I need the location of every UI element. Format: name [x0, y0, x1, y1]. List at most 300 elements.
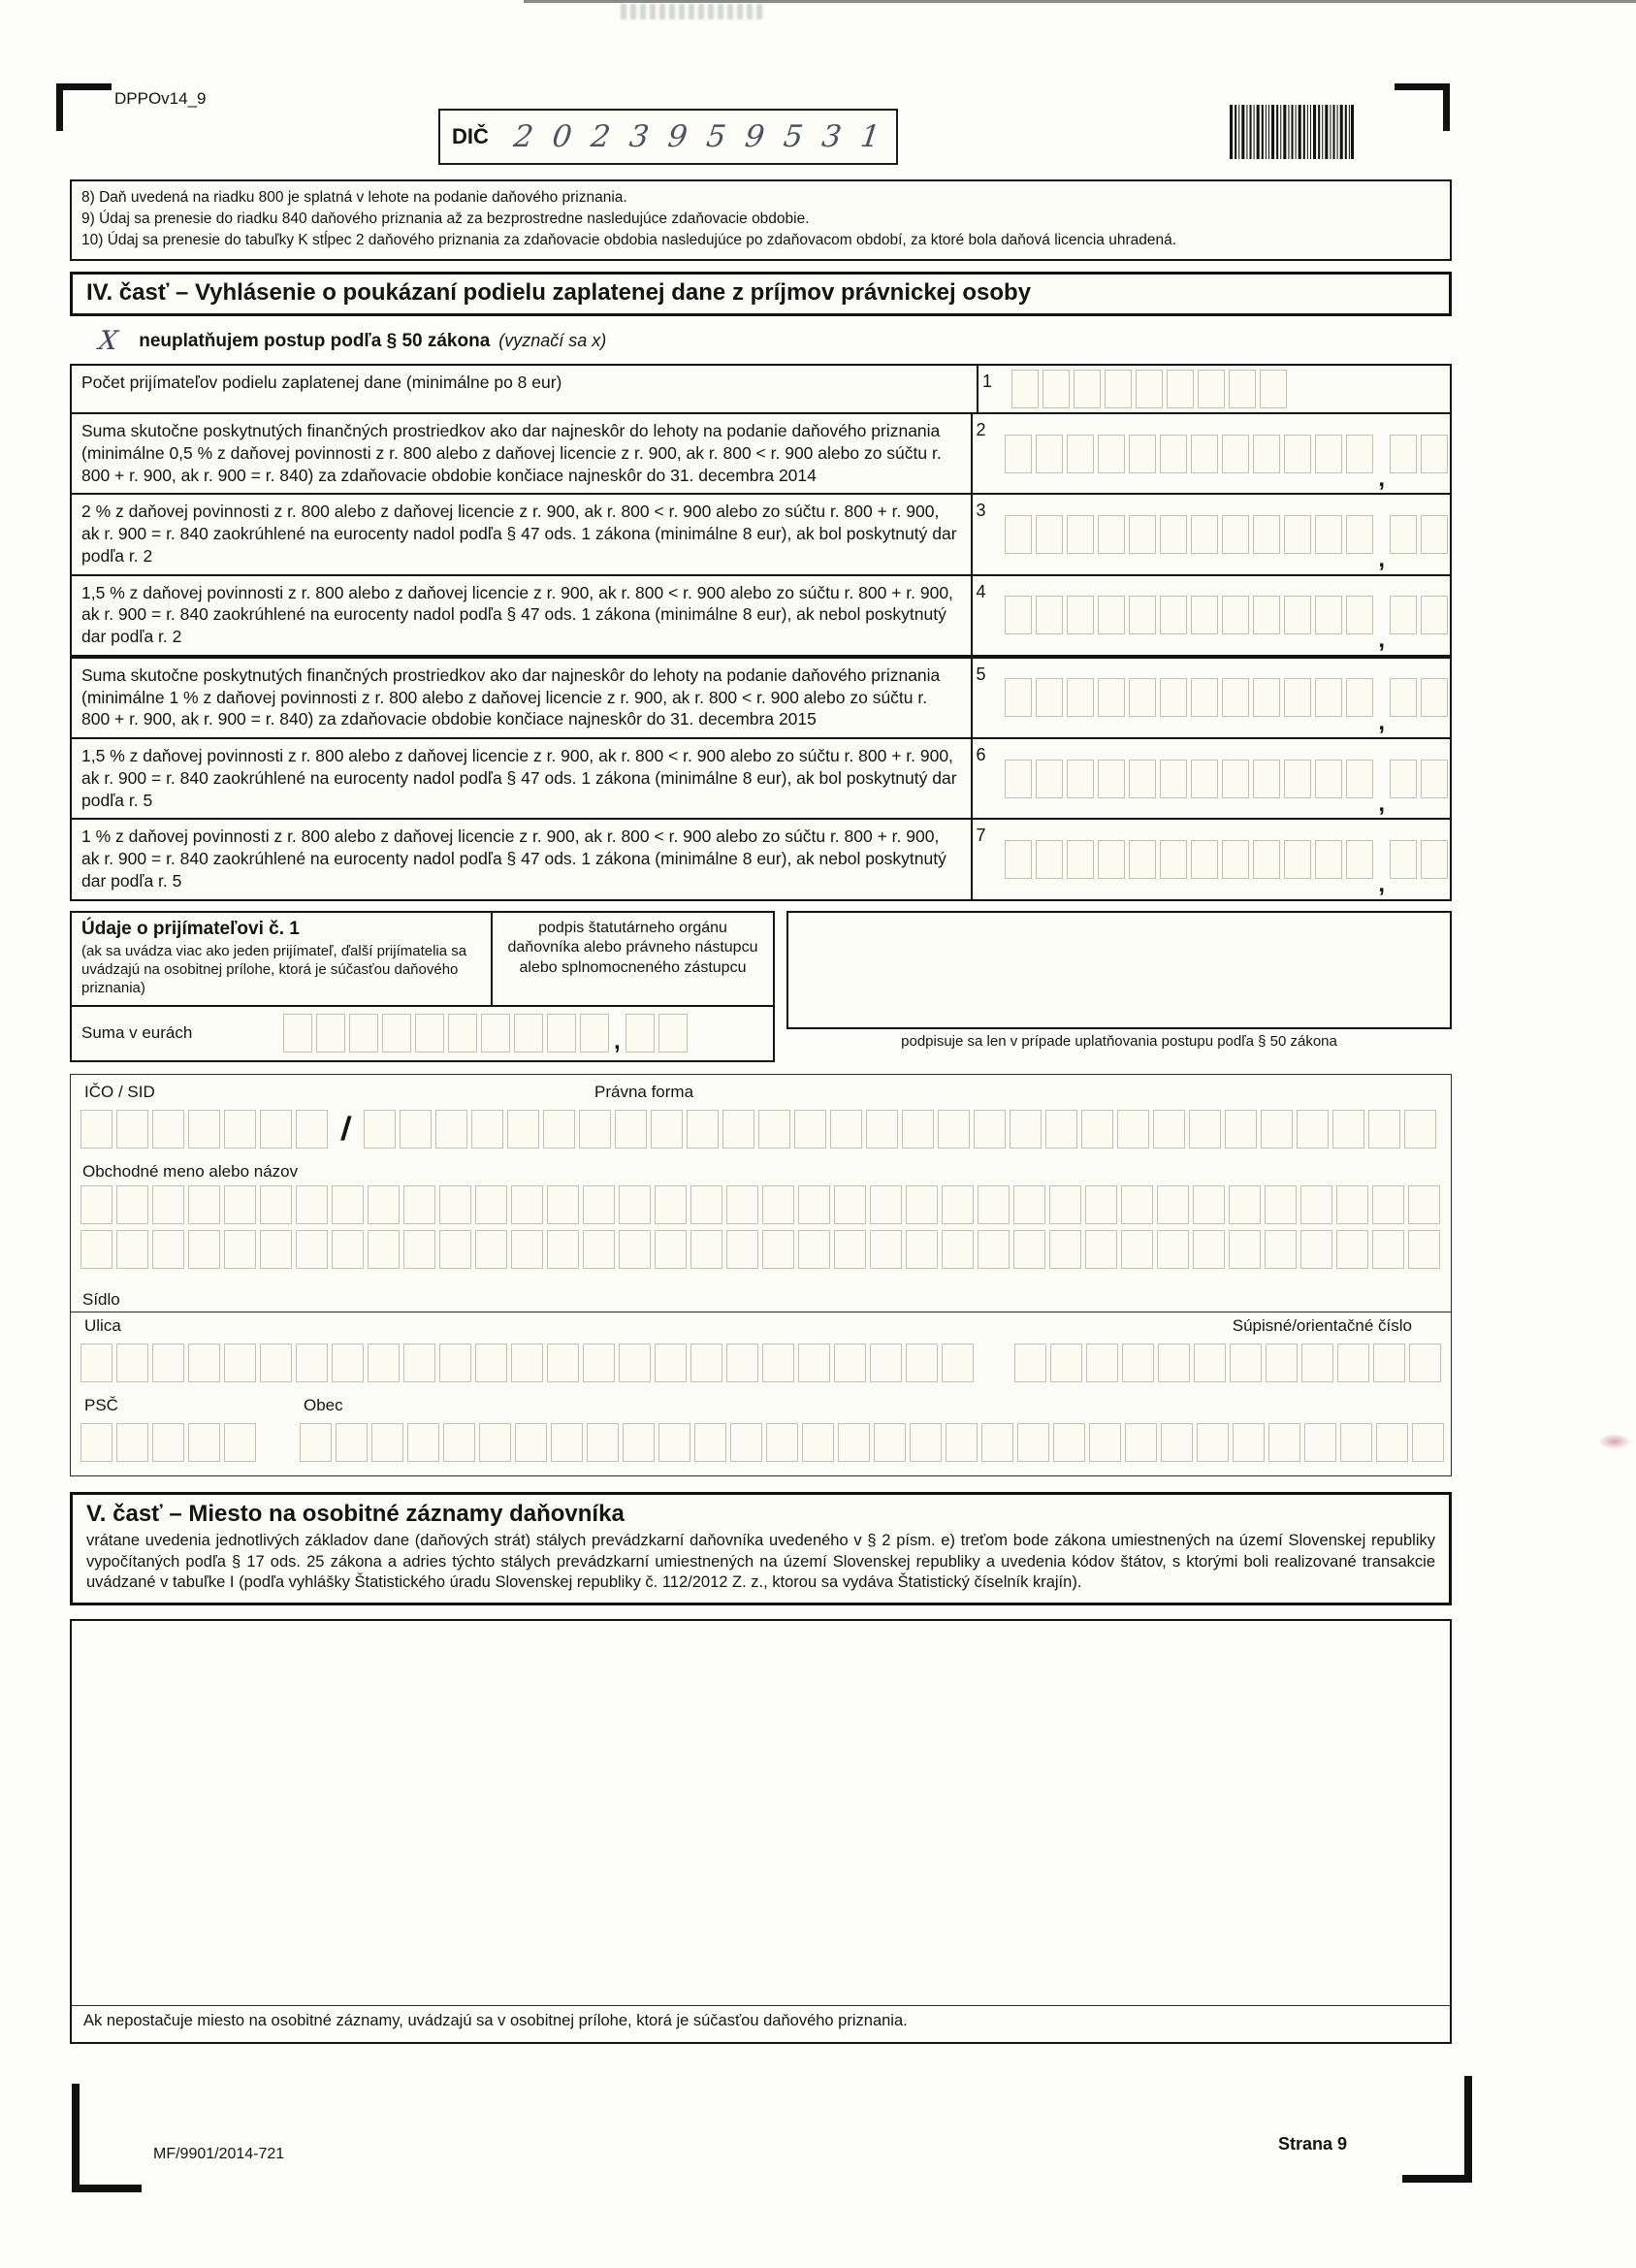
input-cell[interactable] — [475, 1185, 507, 1224]
input-cell[interactable] — [1086, 1344, 1118, 1382]
input-cell[interactable] — [802, 1423, 834, 1462]
input-cell[interactable] — [1036, 840, 1063, 879]
input-cell[interactable] — [1390, 515, 1417, 554]
input-cell[interactable] — [1191, 515, 1218, 554]
input-cell[interactable] — [511, 1230, 543, 1269]
input-cell[interactable] — [152, 1185, 184, 1224]
input-cell[interactable] — [188, 1344, 220, 1382]
input-cell[interactable] — [874, 1423, 906, 1462]
input-cell[interactable] — [1265, 1230, 1297, 1269]
input-cell[interactable] — [1129, 596, 1156, 634]
input-cell[interactable] — [1158, 1344, 1190, 1382]
input-cell[interactable] — [1010, 1110, 1042, 1149]
input-cell[interactable] — [547, 1014, 576, 1053]
input-cell[interactable] — [514, 1014, 543, 1053]
input-cell[interactable] — [407, 1423, 439, 1462]
input-cell[interactable] — [1045, 1110, 1077, 1149]
input-cell[interactable] — [1301, 1344, 1333, 1382]
input-cell[interactable] — [224, 1344, 256, 1382]
input-cell[interactable] — [296, 1110, 328, 1149]
input-cell[interactable] — [619, 1344, 651, 1382]
input-cell[interactable] — [1346, 840, 1373, 879]
input-cell[interactable] — [152, 1423, 184, 1462]
input-cell[interactable] — [116, 1230, 148, 1269]
row-amount-field[interactable] — [1003, 659, 1450, 737]
input-cell[interactable] — [1346, 435, 1373, 473]
input-cell[interactable] — [188, 1423, 220, 1462]
input-cell[interactable] — [870, 1230, 902, 1269]
input-cell[interactable] — [910, 1423, 942, 1462]
input-cell[interactable] — [1036, 678, 1063, 717]
input-cell[interactable] — [1085, 1230, 1117, 1269]
input-cell[interactable] — [1167, 370, 1194, 408]
input-cell[interactable] — [1390, 678, 1417, 717]
input-cell[interactable] — [152, 1110, 184, 1149]
input-cell[interactable] — [80, 1423, 112, 1462]
input-cell[interactable] — [479, 1423, 511, 1462]
input-cell[interactable] — [798, 1230, 830, 1269]
input-cell[interactable] — [658, 1423, 690, 1462]
input-cell[interactable] — [371, 1423, 403, 1462]
input-cell[interactable] — [587, 1423, 619, 1462]
input-cell[interactable] — [1373, 1344, 1405, 1382]
input-cell[interactable] — [651, 1110, 683, 1149]
input-cell[interactable] — [1193, 1185, 1225, 1224]
input-cell[interactable] — [382, 1014, 411, 1053]
input-cell[interactable] — [1136, 370, 1163, 408]
input-cell[interactable] — [316, 1014, 345, 1053]
input-cell[interactable] — [1189, 1110, 1221, 1149]
input-cell[interactable] — [1129, 435, 1156, 473]
input-cell[interactable] — [415, 1014, 444, 1053]
row-amount-field[interactable] — [1003, 820, 1450, 898]
input-cell[interactable] — [435, 1110, 467, 1149]
input-cell[interactable] — [260, 1344, 292, 1382]
input-cell[interactable] — [1404, 1110, 1436, 1149]
input-cell[interactable] — [1081, 1110, 1113, 1149]
input-cell[interactable] — [946, 1423, 978, 1462]
input-cell[interactable] — [1421, 515, 1448, 554]
input-cell[interactable] — [1315, 678, 1342, 717]
input-cell[interactable] — [1229, 1185, 1261, 1224]
checkbox-x-mark[interactable]: X — [96, 326, 120, 356]
input-cell[interactable] — [1053, 1423, 1085, 1462]
input-cell[interactable] — [1346, 515, 1373, 554]
input-cell[interactable] — [547, 1185, 579, 1224]
input-cell[interactable] — [1346, 678, 1373, 717]
input-cell[interactable] — [515, 1423, 547, 1462]
input-cell[interactable] — [80, 1230, 112, 1269]
input-cell[interactable] — [1340, 1423, 1372, 1462]
input-cell[interactable] — [1013, 1185, 1045, 1224]
signature-box[interactable] — [786, 911, 1452, 1029]
input-cell[interactable] — [1160, 840, 1187, 879]
input-cell[interactable] — [1011, 370, 1039, 408]
input-cell[interactable] — [1050, 1344, 1082, 1382]
input-cell[interactable] — [116, 1185, 148, 1224]
input-cell[interactable] — [658, 1014, 688, 1053]
business-name-field-2[interactable] — [80, 1230, 1440, 1269]
input-cell[interactable] — [580, 1014, 609, 1053]
input-cell[interactable] — [1222, 515, 1249, 554]
input-cell[interactable] — [1043, 370, 1070, 408]
input-cell[interactable] — [1085, 1185, 1117, 1224]
input-cell[interactable] — [690, 1344, 722, 1382]
input-cell[interactable] — [296, 1230, 328, 1269]
input-cell[interactable] — [579, 1110, 611, 1149]
input-cell[interactable] — [1013, 1230, 1045, 1269]
input-cell[interactable] — [1125, 1423, 1157, 1462]
input-cell[interactable] — [1222, 678, 1249, 717]
input-cell[interactable] — [1261, 1110, 1293, 1149]
input-cell[interactable] — [1229, 370, 1256, 408]
input-cell[interactable] — [758, 1110, 790, 1149]
input-cell[interactable] — [690, 1230, 722, 1269]
input-cell[interactable] — [1421, 596, 1448, 634]
sum-dec-cells[interactable] — [626, 1014, 688, 1053]
input-cell[interactable] — [224, 1185, 256, 1224]
input-cell[interactable] — [116, 1423, 148, 1462]
row-amount-field[interactable] — [1003, 739, 1450, 818]
city-field[interactable] — [300, 1423, 1444, 1462]
input-cell[interactable] — [1074, 370, 1101, 408]
input-cell[interactable] — [547, 1344, 579, 1382]
input-cell[interactable] — [1390, 840, 1417, 879]
special-records-box[interactable] — [70, 1619, 1452, 2044]
input-cell[interactable] — [224, 1110, 256, 1149]
input-cell[interactable] — [870, 1344, 902, 1382]
input-cell[interactable] — [1346, 596, 1373, 634]
input-cell[interactable] — [1129, 678, 1156, 717]
input-cell[interactable] — [798, 1185, 830, 1224]
row-amount-field[interactable] — [1010, 366, 1450, 412]
input-cell[interactable] — [870, 1185, 902, 1224]
input-cell[interactable] — [283, 1014, 312, 1053]
input-cell[interactable] — [1253, 596, 1280, 634]
input-cell[interactable] — [1300, 1185, 1332, 1224]
input-cell[interactable] — [1067, 840, 1094, 879]
input-cell[interactable] — [332, 1185, 364, 1224]
input-cell[interactable] — [403, 1185, 435, 1224]
input-cell[interactable] — [1121, 1230, 1153, 1269]
input-cell[interactable] — [1284, 596, 1311, 634]
input-cell[interactable] — [726, 1344, 758, 1382]
input-cell[interactable] — [364, 1110, 396, 1149]
input-cell[interactable] — [1260, 370, 1287, 408]
input-cell[interactable] — [543, 1110, 575, 1149]
input-cell[interactable] — [1160, 760, 1187, 798]
input-cell[interactable] — [1233, 1423, 1265, 1462]
input-cell[interactable] — [1191, 678, 1218, 717]
input-cell[interactable] — [1253, 840, 1280, 879]
input-cell[interactable] — [655, 1230, 687, 1269]
input-cell[interactable] — [1253, 678, 1280, 717]
input-cell[interactable] — [1315, 596, 1342, 634]
input-cell[interactable] — [1372, 1230, 1404, 1269]
input-cell[interactable] — [1300, 1230, 1332, 1269]
input-cell[interactable] — [834, 1230, 866, 1269]
input-cell[interactable] — [1036, 760, 1063, 798]
input-cell[interactable] — [336, 1423, 368, 1462]
input-cell[interactable] — [974, 1110, 1006, 1149]
input-cell[interactable] — [1098, 678, 1125, 717]
input-cell[interactable] — [1036, 596, 1063, 634]
input-cell[interactable] — [152, 1344, 184, 1382]
input-cell[interactable] — [1160, 435, 1187, 473]
input-cell[interactable] — [1197, 1423, 1229, 1462]
input-cell[interactable] — [1421, 678, 1448, 717]
input-cell[interactable] — [1409, 1344, 1441, 1382]
input-cell[interactable] — [1390, 596, 1417, 634]
input-cell[interactable] — [1129, 760, 1156, 798]
input-cell[interactable] — [762, 1185, 794, 1224]
input-cell[interactable] — [368, 1230, 400, 1269]
input-cell[interactable] — [260, 1110, 292, 1149]
legal-form-field[interactable] — [364, 1110, 1436, 1149]
input-cell[interactable] — [1121, 1185, 1153, 1224]
input-cell[interactable] — [1284, 435, 1311, 473]
input-cell[interactable] — [471, 1110, 503, 1149]
input-cell[interactable] — [722, 1110, 754, 1149]
input-cell[interactable] — [547, 1230, 579, 1269]
input-cell[interactable] — [942, 1230, 974, 1269]
input-cell[interactable] — [906, 1185, 938, 1224]
input-cell[interactable] — [687, 1110, 719, 1149]
input-cell[interactable] — [906, 1230, 938, 1269]
input-cell[interactable] — [726, 1230, 758, 1269]
input-cell[interactable] — [942, 1185, 974, 1224]
input-cell[interactable] — [188, 1110, 220, 1149]
input-cell[interactable] — [300, 1423, 332, 1462]
input-cell[interactable] — [906, 1344, 938, 1382]
input-cell[interactable] — [551, 1423, 583, 1462]
input-cell[interactable] — [448, 1014, 477, 1053]
input-cell[interactable] — [1412, 1423, 1444, 1462]
input-cell[interactable] — [1297, 1110, 1329, 1149]
input-cell[interactable] — [1117, 1110, 1149, 1149]
input-cell[interactable] — [623, 1423, 655, 1462]
input-cell[interactable] — [1284, 760, 1311, 798]
input-cell[interactable] — [1122, 1344, 1154, 1382]
input-cell[interactable] — [1105, 370, 1132, 408]
input-cell[interactable] — [1222, 596, 1249, 634]
input-cell[interactable] — [403, 1230, 435, 1269]
input-cell[interactable] — [766, 1423, 798, 1462]
input-cell[interactable] — [1421, 435, 1448, 473]
input-cell[interactable] — [1253, 515, 1280, 554]
input-cell[interactable] — [1129, 840, 1156, 879]
input-cell[interactable] — [1160, 678, 1187, 717]
input-cell[interactable] — [1067, 596, 1094, 634]
input-cell[interactable] — [481, 1014, 510, 1053]
input-cell[interactable] — [224, 1230, 256, 1269]
input-cell[interactable] — [1129, 515, 1156, 554]
input-cell[interactable] — [1304, 1423, 1336, 1462]
input-cell[interactable] — [1284, 515, 1311, 554]
input-cell[interactable] — [694, 1423, 726, 1462]
business-name-field-1[interactable] — [80, 1185, 1440, 1224]
input-cell[interactable] — [1225, 1110, 1257, 1149]
input-cell[interactable] — [1368, 1110, 1400, 1149]
input-cell[interactable] — [1222, 435, 1249, 473]
input-cell[interactable] — [368, 1344, 400, 1382]
input-cell[interactable] — [726, 1185, 758, 1224]
input-cell[interactable] — [1160, 596, 1187, 634]
input-cell[interactable] — [1014, 1344, 1046, 1382]
input-cell[interactable] — [1067, 515, 1094, 554]
input-cell[interactable] — [475, 1344, 507, 1382]
input-cell[interactable] — [1390, 760, 1417, 798]
input-cell[interactable] — [1268, 1423, 1300, 1462]
input-cell[interactable] — [152, 1230, 184, 1269]
input-cell[interactable] — [1005, 515, 1032, 554]
input-cell[interactable] — [1198, 370, 1225, 408]
input-cell[interactable] — [583, 1230, 615, 1269]
input-cell[interactable] — [762, 1344, 794, 1382]
input-cell[interactable] — [1036, 515, 1063, 554]
input-cell[interactable] — [1098, 596, 1125, 634]
input-cell[interactable] — [1191, 596, 1218, 634]
input-cell[interactable] — [1005, 760, 1032, 798]
input-cell[interactable] — [439, 1230, 471, 1269]
input-cell[interactable] — [1284, 840, 1311, 879]
input-cell[interactable] — [1193, 1230, 1225, 1269]
input-cell[interactable] — [1049, 1230, 1081, 1269]
input-cell[interactable] — [116, 1110, 148, 1149]
input-cell[interactable] — [1067, 435, 1094, 473]
input-cell[interactable] — [1098, 760, 1125, 798]
input-cell[interactable] — [1098, 515, 1125, 554]
input-cell[interactable] — [1005, 435, 1032, 473]
input-cell[interactable] — [794, 1110, 826, 1149]
input-cell[interactable] — [1346, 760, 1373, 798]
input-cell[interactable] — [1222, 760, 1249, 798]
dic-value[interactable]: 2023959531 — [511, 119, 902, 154]
input-cell[interactable] — [1315, 515, 1342, 554]
input-cell[interactable] — [1266, 1344, 1298, 1382]
input-cell[interactable] — [838, 1423, 870, 1462]
input-cell[interactable] — [224, 1423, 256, 1462]
input-cell[interactable] — [368, 1185, 400, 1224]
input-cell[interactable] — [1005, 678, 1032, 717]
input-cell[interactable] — [583, 1344, 615, 1382]
input-cell[interactable] — [655, 1185, 687, 1224]
input-cell[interactable] — [1230, 1344, 1262, 1382]
input-cell[interactable] — [1161, 1423, 1193, 1462]
input-cell[interactable] — [626, 1014, 655, 1053]
input-cell[interactable] — [439, 1344, 471, 1382]
input-cell[interactable] — [511, 1344, 543, 1382]
input-cell[interactable] — [1194, 1344, 1226, 1382]
input-cell[interactable] — [1098, 435, 1125, 473]
input-cell[interactable] — [1191, 840, 1218, 879]
input-cell[interactable] — [1372, 1185, 1404, 1224]
input-cell[interactable] — [1067, 760, 1094, 798]
input-cell[interactable] — [260, 1185, 292, 1224]
input-cell[interactable] — [1390, 435, 1417, 473]
input-cell[interactable] — [1253, 435, 1280, 473]
input-cell[interactable] — [1421, 840, 1448, 879]
input-cell[interactable] — [260, 1230, 292, 1269]
input-cell[interactable] — [1265, 1185, 1297, 1224]
input-cell[interactable] — [1153, 1110, 1185, 1149]
input-cell[interactable] — [619, 1230, 651, 1269]
input-cell[interactable] — [1049, 1185, 1081, 1224]
input-cell[interactable] — [619, 1185, 651, 1224]
input-cell[interactable] — [1160, 515, 1187, 554]
input-cell[interactable] — [80, 1185, 112, 1224]
input-cell[interactable] — [981, 1423, 1013, 1462]
input-cell[interactable] — [1036, 435, 1063, 473]
input-cell[interactable] — [1098, 840, 1125, 879]
input-cell[interactable] — [1408, 1230, 1440, 1269]
input-cell[interactable] — [798, 1344, 830, 1382]
input-cell[interactable] — [1089, 1423, 1121, 1462]
input-cell[interactable] — [1157, 1230, 1189, 1269]
input-cell[interactable] — [1005, 840, 1032, 879]
input-cell[interactable] — [730, 1423, 762, 1462]
input-cell[interactable] — [1315, 435, 1342, 473]
input-cell[interactable] — [475, 1230, 507, 1269]
input-cell[interactable] — [188, 1185, 220, 1224]
sum-amount-field[interactable] — [283, 1014, 688, 1053]
input-cell[interactable] — [1191, 760, 1218, 798]
input-cell[interactable] — [583, 1185, 615, 1224]
input-cell[interactable] — [1315, 840, 1342, 879]
input-cell[interactable] — [942, 1344, 974, 1382]
input-cell[interactable] — [978, 1185, 1010, 1224]
input-cell[interactable] — [400, 1110, 432, 1149]
input-cell[interactable] — [1067, 678, 1094, 717]
input-cell[interactable] — [116, 1344, 148, 1382]
input-cell[interactable] — [830, 1110, 862, 1149]
input-cell[interactable] — [1336, 1185, 1368, 1224]
input-cell[interactable] — [1284, 678, 1311, 717]
input-cell[interactable] — [80, 1344, 112, 1382]
input-cell[interactable] — [511, 1185, 543, 1224]
input-cell[interactable] — [902, 1110, 934, 1149]
input-cell[interactable] — [80, 1110, 112, 1149]
input-cell[interactable] — [188, 1230, 220, 1269]
input-cell[interactable] — [690, 1185, 722, 1224]
input-cell[interactable] — [1408, 1185, 1440, 1224]
input-cell[interactable] — [866, 1110, 898, 1149]
row-amount-field[interactable] — [1003, 576, 1450, 655]
input-cell[interactable] — [349, 1014, 378, 1053]
input-cell[interactable] — [1336, 1230, 1368, 1269]
street-field[interactable] — [80, 1344, 974, 1382]
input-cell[interactable] — [1017, 1423, 1049, 1462]
input-cell[interactable] — [834, 1344, 866, 1382]
row-amount-field[interactable] — [1003, 495, 1450, 573]
input-cell[interactable] — [296, 1344, 328, 1382]
input-cell[interactable] — [1337, 1344, 1369, 1382]
row-amount-field[interactable] — [1003, 414, 1450, 493]
input-cell[interactable] — [403, 1344, 435, 1382]
input-cell[interactable] — [443, 1423, 475, 1462]
input-cell[interactable] — [978, 1230, 1010, 1269]
input-cell[interactable] — [1376, 1423, 1408, 1462]
street-number-field[interactable] — [1014, 1344, 1441, 1382]
input-cell[interactable] — [938, 1110, 970, 1149]
sum-int-cells[interactable] — [283, 1014, 609, 1053]
input-cell[interactable] — [1253, 760, 1280, 798]
input-cell[interactable] — [332, 1344, 364, 1382]
input-cell[interactable] — [1229, 1230, 1261, 1269]
input-cell[interactable] — [296, 1185, 328, 1224]
input-cell[interactable] — [1332, 1110, 1364, 1149]
input-cell[interactable] — [1315, 760, 1342, 798]
